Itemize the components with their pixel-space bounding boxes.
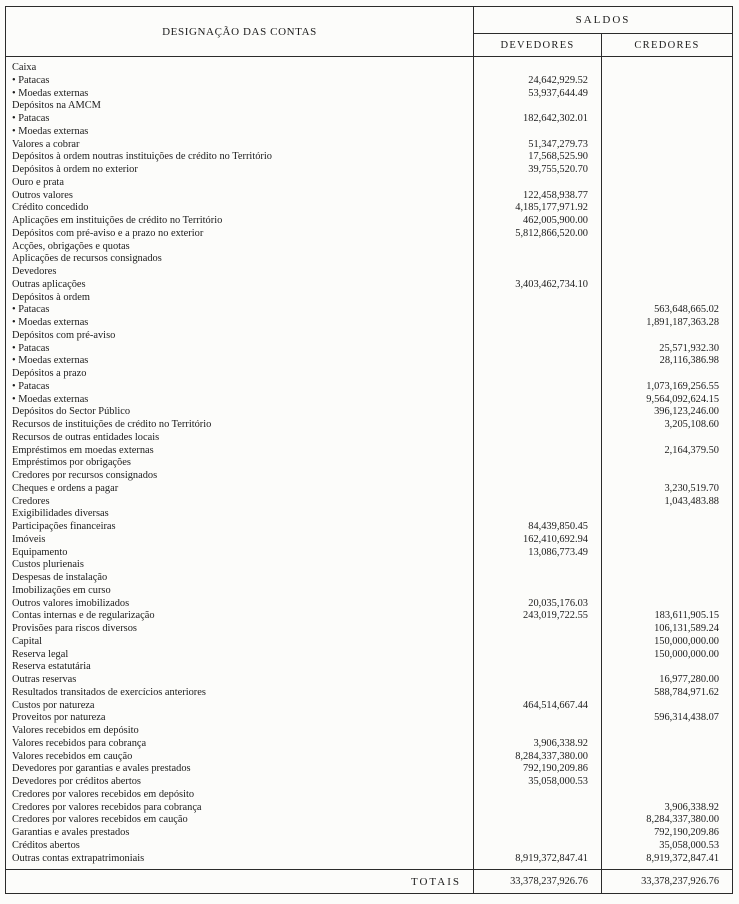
credores-value: 563,648,665.02 [602,304,733,317]
devedores-value [474,445,602,458]
credores-value [602,559,733,572]
credores-value [602,598,733,611]
credores-value [602,279,733,292]
table-row [6,547,733,560]
credores-value: 1,891,187,363.28 [602,317,733,330]
account-label: Credores por valores recebidos para cobrança [12,801,202,813]
credores-value [602,521,733,534]
account-label: Provisões para riscos diversos [12,623,137,634]
table-row [6,840,733,853]
table-row [6,572,733,585]
devedores-value [474,508,602,521]
table-row [6,700,733,713]
totals-row [6,870,733,894]
table-row [6,432,733,445]
devedores-value [474,674,602,687]
credores-value: 106,131,589.24 [602,623,733,636]
table-row [6,521,733,534]
account-label: Caixa [12,62,37,73]
account-label: Outras contas extrapatrimoniais [12,852,145,864]
devedores-value: 162,410,692.94 [474,534,602,547]
devedores-value [474,712,602,725]
account-label: Devedores por garantias e avales prestados [12,763,191,775]
table-header [6,7,733,57]
devedores-value [474,649,602,662]
devedores-value: 464,514,667.44 [474,700,602,713]
table-row [6,802,733,815]
table-row [6,266,733,279]
table-row [6,139,733,152]
account-label: Outras reservas [12,674,77,685]
devedores-value: 8,919,372,847.41 [474,853,602,870]
devedores-value: 3,906,338.92 [474,738,602,751]
devedores-value [474,343,602,356]
table-row [6,496,733,509]
credores-value [602,457,733,470]
devedores-value: 35,058,000.53 [474,776,602,789]
devedores-value [474,661,602,674]
devedores-value: 84,439,850.45 [474,521,602,534]
account-label: Aplicações em instituições de crédito no Território [12,215,223,226]
credores-value [602,738,733,751]
devedores-value [474,253,602,266]
credores-value: 792,190,209.86 [602,827,733,840]
account-label: • Patacas [12,380,50,392]
table-row [6,215,733,228]
account-label: Participações financeiras [12,521,116,532]
account-label: • Patacas [12,113,50,124]
devedores-value [474,483,602,496]
account-label: Empréstimos em moedas externas [12,444,154,456]
account-label: • Moedas externas [12,317,89,328]
account-label: Credores por valores recebidos em depósito [12,788,195,800]
credores-value [602,88,733,101]
table-row [6,190,733,203]
totals-devedores-value: 33,378,237,926.76 [474,870,602,894]
credores-value [602,100,733,113]
column-header-credores: CREDORES [602,34,733,57]
table-row [6,814,733,827]
credores-value [602,113,733,126]
account-label: • Patacas [12,342,50,354]
credores-value [602,75,733,88]
table-row [6,75,733,88]
account-label: Crédito concedido [12,202,89,214]
credores-value: 3,205,108.60 [602,419,733,432]
credores-value [602,776,733,789]
devedores-value [474,470,602,483]
devedores-value [474,266,602,279]
devedores-value: 182,642,302.01 [474,113,602,126]
devedores-value [474,623,602,636]
devedores-value [474,394,602,407]
table-row [6,228,733,241]
credores-value [602,266,733,279]
account-label: • Moedas externas [12,355,89,367]
devedores-value [474,241,602,254]
table-row [6,164,733,177]
account-label: • Moedas externas [12,87,89,99]
devedores-value [474,814,602,827]
devedores-value: 462,005,900.00 [474,215,602,228]
column-header-saldos: SALDOS [474,7,733,34]
credores-value [602,57,733,75]
account-label: Aplicações de recursos consignados [12,253,162,265]
credores-value [602,177,733,190]
credores-value [602,126,733,139]
table-row [6,483,733,496]
credores-value [602,751,733,764]
credores-value: 3,230,519.70 [602,483,733,496]
account-label: Depósitos na AMCM [12,100,101,112]
table-row [6,241,733,254]
credores-value [602,190,733,203]
account-label: • Patacas [12,74,50,86]
credores-value [602,572,733,585]
credores-value [602,700,733,713]
account-label: Valores recebidos para cobrança [12,737,147,749]
table-row [6,751,733,764]
table-row [6,100,733,113]
devedores-value: 243,019,722.55 [474,610,602,623]
devedores-value: 122,458,938.77 [474,190,602,203]
table-row [6,776,733,789]
account-label: • Moedas externas [12,125,89,137]
table-row [6,126,733,139]
account-label: Depósitos à ordem noutras instituições de crédito no Território [12,151,272,163]
table-row [6,674,733,687]
devedores-value [474,840,602,853]
credores-value [602,763,733,776]
account-label: Imóveis [12,533,46,545]
devedores-value: 3,403,462,734.10 [474,279,602,292]
account-label: Devedores por créditos abertos [12,776,141,787]
credores-value [602,547,733,560]
credores-value [602,241,733,254]
table-row [6,789,733,802]
devedores-value [474,304,602,317]
table-row [6,712,733,725]
devedores-value: 20,035,176.03 [474,598,602,611]
account-label: Valores recebidos em caução [12,750,133,762]
devedores-value [474,57,602,75]
table-row [6,292,733,305]
table-row [6,279,733,292]
accounts-table-body [6,57,733,870]
account-label: Depósitos do Sector Público [12,406,131,418]
accounts-table [5,6,733,894]
devedores-value [474,406,602,419]
table-row [6,853,733,870]
account-label: Ouro e prata [12,176,64,188]
credores-value: 3,906,338.92 [602,802,733,815]
table-row [6,534,733,547]
credores-value: 8,919,372,847.41 [602,853,733,870]
table-row [6,585,733,598]
table-row [6,253,733,266]
table-row [6,394,733,407]
account-label: Despesas de instalação [12,572,108,583]
devedores-value [474,355,602,368]
account-label: • Patacas [12,304,50,316]
table-row [6,113,733,126]
devedores-value [474,789,602,802]
credores-value: 1,073,169,256.55 [602,381,733,394]
table-row [6,406,733,419]
devedores-value: 24,642,929.52 [474,75,602,88]
table-row [6,343,733,356]
devedores-value [474,292,602,305]
table-row [6,636,733,649]
table-row [6,57,733,75]
devedores-value [474,636,602,649]
devedores-value [474,317,602,330]
table-row [6,419,733,432]
balance-sheet-page [5,6,734,894]
credores-value: 2,164,379.50 [602,445,733,458]
account-label: Acções, obrigações e quotas [12,240,130,252]
devedores-value [474,100,602,113]
account-label: Reserva estatutária [12,661,91,673]
devedores-value [474,572,602,585]
account-label: Depósitos a prazo [12,368,87,379]
devedores-value [474,585,602,598]
table-row [6,827,733,840]
account-label: Outras aplicações [12,278,86,290]
account-label: Exigibilidades diversas [12,508,109,520]
devedores-value: 51,347,279.73 [474,139,602,152]
account-label: Custos por natureza [12,699,95,711]
credores-value: 1,043,483.88 [602,496,733,509]
devedores-value [474,177,602,190]
table-row [6,559,733,572]
account-label: Depósitos à ordem no exterior [12,164,138,175]
table-row [6,88,733,101]
account-label: Custos plurienais [12,559,84,571]
devedores-value [474,381,602,394]
devedores-value [474,559,602,572]
table-row [6,470,733,483]
devedores-value: 8,284,337,380.00 [474,751,602,764]
account-label: Outros valores imobilizados [12,597,130,609]
account-label: Credores por valores recebidos em caução [12,814,188,826]
account-label: Proveitos por natureza [12,712,106,724]
table-row [6,330,733,343]
account-label: Garantias e avales prestados [12,827,130,838]
credores-value [602,585,733,598]
account-label: Valores recebidos em depósito [12,725,139,736]
table-row [6,763,733,776]
column-header-devedores: DEVEDORES [474,34,602,57]
credores-value: 35,058,000.53 [602,840,733,853]
credores-value: 183,611,905.15 [602,610,733,623]
account-label: Valores a cobrar [12,138,80,150]
credores-value [602,139,733,152]
devedores-value: 4,185,177,971.92 [474,202,602,215]
credores-value [602,789,733,802]
credores-value [602,534,733,547]
credores-value [602,151,733,164]
account-label: Imobilizações em curso [12,584,111,596]
devedores-value [474,457,602,470]
table-row [6,738,733,751]
account-label: Contas internas e de regularização [12,610,155,622]
devedores-value [474,419,602,432]
account-label: Depósitos com pré-aviso e a prazo no exterior [12,227,204,239]
table-row [6,177,733,190]
credores-value [602,292,733,305]
credores-value: 150,000,000.00 [602,649,733,662]
account-label: Credores [12,495,50,507]
devedores-value [474,126,602,139]
credores-value: 596,314,438.07 [602,712,733,725]
table-row [6,202,733,215]
credores-value: 28,116,386.98 [602,355,733,368]
credores-value [602,330,733,343]
account-label: • Moedas externas [12,393,89,405]
account-label: Empréstimos por obrigações [12,457,131,469]
devedores-value [474,725,602,738]
account-label: Cheques e ordens a pagar [12,482,119,494]
credores-value: 16,977,280.00 [602,674,733,687]
totals-credores-value: 33,378,237,926.76 [602,870,733,894]
devedores-value: 53,937,644.49 [474,88,602,101]
totals-label: TOTAIS [6,870,474,894]
devedores-value: 39,755,520.70 [474,164,602,177]
account-label: Depósitos à ordem [12,291,90,303]
devedores-value [474,802,602,815]
account-label: Equipamento [12,546,68,558]
table-row [6,304,733,317]
table-row [6,355,733,368]
credores-value [602,725,733,738]
table-row [6,725,733,738]
credores-value [602,228,733,241]
credores-value: 9,564,092,624.15 [602,394,733,407]
credores-value [602,202,733,215]
table-row [6,661,733,674]
devedores-value: 13,086,773.49 [474,547,602,560]
credores-value [602,432,733,445]
account-label: Recursos de instituições de crédito no Território [12,419,212,430]
credores-value: 8,284,337,380.00 [602,814,733,827]
account-label: Recursos de outras entidades locais [12,431,160,443]
credores-value: 25,571,932.30 [602,343,733,356]
account-label: Outros valores [12,189,73,201]
devedores-value [474,687,602,700]
table-footer [6,870,733,894]
account-label: Reserva legal [12,648,69,660]
credores-value: 150,000,000.00 [602,636,733,649]
devedores-value [474,368,602,381]
credores-value [602,164,733,177]
table-row [6,457,733,470]
table-row [6,508,733,521]
column-header-designation: DESIGNAÇÃO DAS CONTAS [6,7,474,57]
table-row [6,623,733,636]
table-row [6,598,733,611]
table-row [6,445,733,458]
credores-value [602,508,733,521]
table-row [6,317,733,330]
account-label: Devedores [12,266,57,277]
credores-value [602,661,733,674]
devedores-value: 792,190,209.86 [474,763,602,776]
devedores-value: 17,568,525.90 [474,151,602,164]
credores-value [602,368,733,381]
credores-value: 396,123,246.00 [602,406,733,419]
credores-value: 588,784,971.62 [602,687,733,700]
account-label: Resultados transitados de exercícios anteriores [12,686,206,698]
table-row [6,381,733,394]
devedores-value [474,432,602,445]
table-row [6,687,733,700]
credores-value [602,253,733,266]
devedores-value [474,827,602,840]
credores-value [602,215,733,228]
table-row [6,649,733,662]
credores-value [602,470,733,483]
devedores-value: 5,812,866,520.00 [474,228,602,241]
devedores-value [474,496,602,509]
table-row [6,151,733,164]
account-label: Capital [12,635,43,647]
devedores-value [474,330,602,343]
table-row [6,610,733,623]
table-row [6,368,733,381]
account-label: Créditos abertos [12,839,80,851]
account-label: Depósitos com pré-aviso [12,329,116,341]
account-label: Credores por recursos consignados [12,470,158,481]
